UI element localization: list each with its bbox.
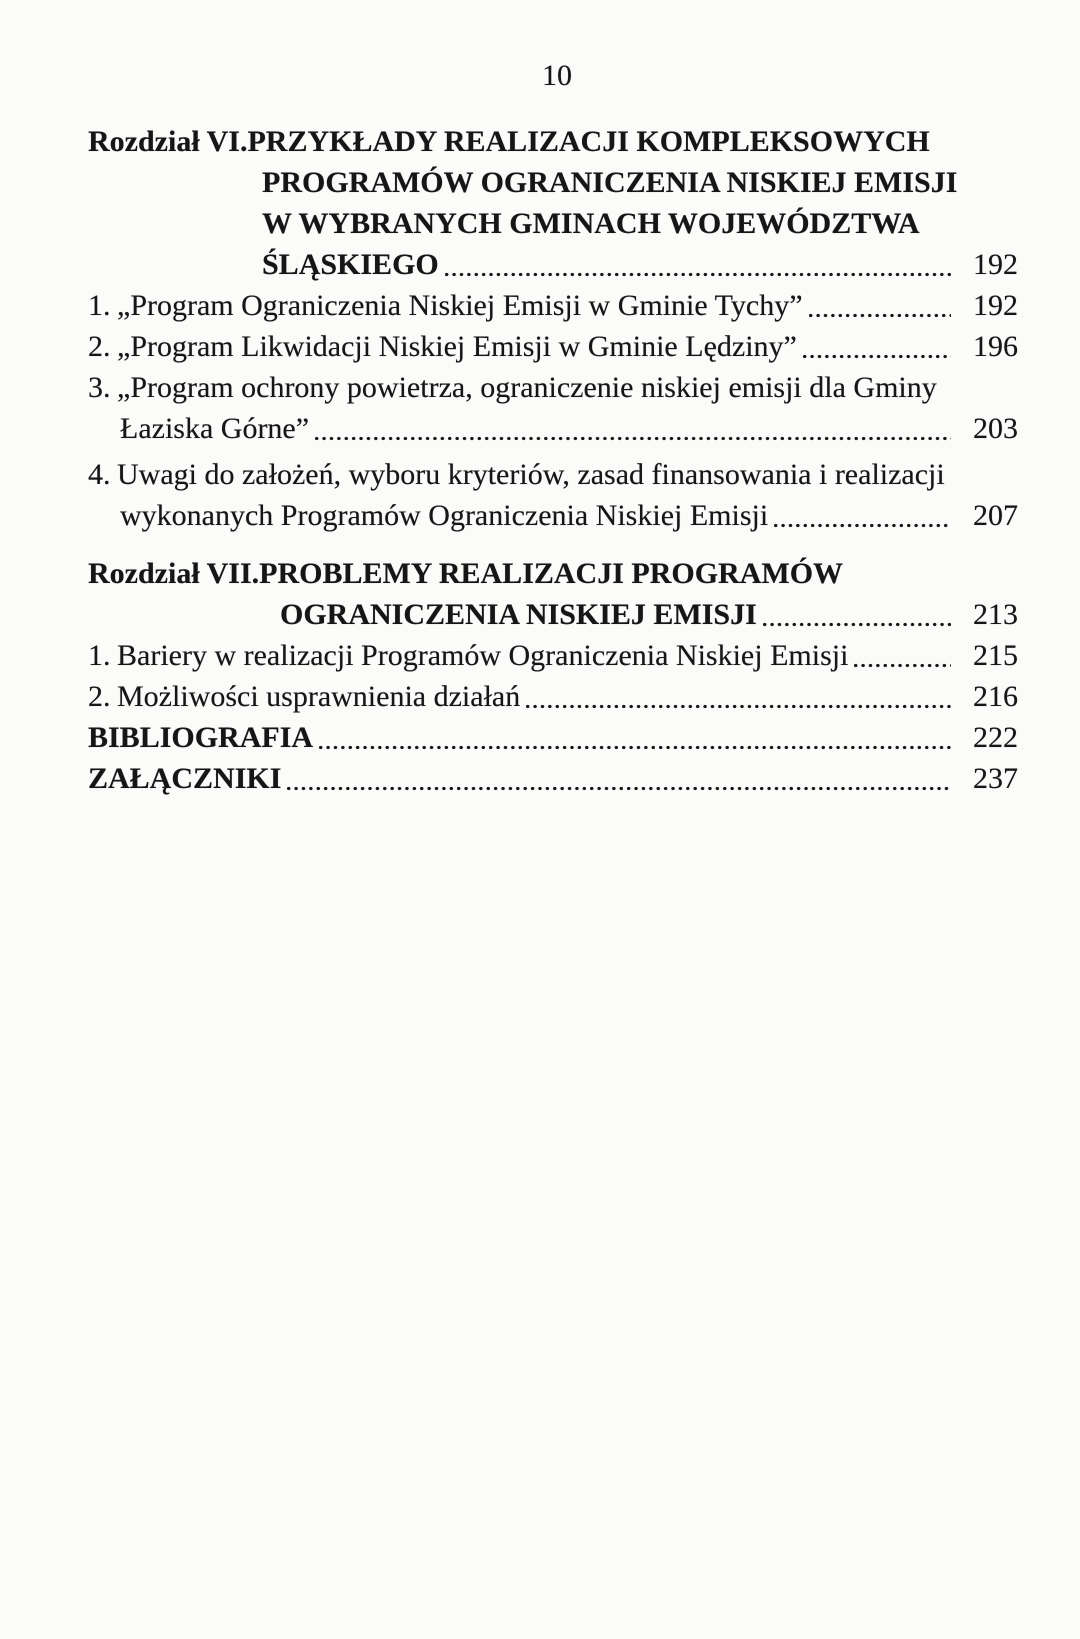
toc-entry-section — [88, 758, 1018, 799]
page-number: 203 — [973, 412, 1018, 445]
leader-dots — [761, 594, 951, 635]
entry-prefix: 2. — [88, 330, 111, 363]
entry-title-text: ŚLĄSKIEGO — [262, 248, 439, 281]
toc-entry-item — [88, 285, 1018, 326]
leader-dots — [285, 758, 951, 799]
toc-line — [88, 408, 1018, 449]
entry-title-text: „Program Ograniczenia Niskiej Emisji w Gminie Tychy” — [117, 289, 803, 322]
leader-dots — [772, 495, 951, 536]
entry-title-text: Łaziska Górne” — [120, 412, 310, 445]
toc-line — [88, 367, 1018, 408]
entry-title-text: W WYBRANYCH GMINACH WOJEWÓDZTWA — [262, 207, 920, 240]
toc-entry-item — [88, 635, 1018, 676]
toc-line — [88, 454, 1018, 495]
entry-prefix: Rozdział VII. — [88, 557, 260, 590]
page-number: 222 — [973, 721, 1018, 754]
toc-line — [88, 121, 1018, 162]
page-number: 216 — [973, 680, 1018, 713]
toc-entry-item — [88, 326, 1018, 367]
toc-line — [88, 717, 1018, 758]
toc-entry-chapter — [88, 553, 1018, 635]
page-number: 192 — [973, 248, 1018, 281]
entry-prefix: 1. — [88, 289, 111, 322]
toc-entry-chapter — [88, 121, 1018, 285]
entry-title-text: BIBLIOGRAFIA — [88, 721, 314, 754]
toc-entry-item — [88, 367, 1018, 449]
toc-line — [88, 758, 1018, 799]
toc-line — [88, 244, 1018, 285]
toc-entry-item — [88, 676, 1018, 717]
toc-line — [88, 162, 1018, 203]
leader-dots — [852, 635, 951, 676]
toc-line — [88, 285, 1018, 326]
entry-title-text: Możliwości usprawnienia działań — [117, 680, 521, 713]
entry-prefix: 3. — [88, 371, 111, 404]
leader-dots — [801, 326, 951, 367]
leader-dots — [807, 285, 951, 326]
entry-title-text: „Program Likwidacji Niskiej Emisji w Gminie Lędziny” — [117, 330, 797, 363]
page-number: 213 — [973, 598, 1018, 631]
entry-title-text: wykonanych Programów Ograniczenia Niskiej Emisji — [120, 499, 769, 532]
entry-title-text: PRZYKŁADY REALIZACJI KOMPLEKSOWYCH — [247, 125, 930, 158]
page-number-header: 10 — [542, 59, 572, 92]
entry-title-text: Bariery w realizacji Programów Ograniczenia Niskiej Emisji — [117, 639, 849, 672]
toc-line — [88, 326, 1018, 367]
leader-dots — [317, 717, 951, 758]
entry-title-text: PROGRAMÓW OGRANICZENIA NISKIEJ EMISJI — [262, 166, 958, 199]
entry-title-text: Uwagi do założeń, wyboru kryteriów, zasad finansowania i realizacji — [117, 458, 945, 491]
table-of-contents — [88, 121, 1018, 799]
entry-title-text: OGRANICZENIA NISKIEJ EMISJI — [280, 598, 757, 631]
entry-title-text: ZAŁĄCZNIKI — [88, 762, 282, 795]
toc-entry-item — [88, 454, 1018, 536]
entry-prefix: 1. — [88, 639, 111, 672]
toc-line — [88, 203, 1018, 244]
entry-prefix: Rozdział VI. — [88, 125, 248, 158]
entry-title-text: PROBLEMY REALIZACJI PROGRAMÓW — [259, 557, 844, 590]
toc-line — [88, 676, 1018, 717]
entry-prefix: 2. — [88, 680, 111, 713]
toc-line — [88, 495, 1018, 536]
leader-dots — [443, 244, 951, 285]
leader-dots — [524, 676, 951, 717]
entry-title-text: „Program ochrony powietrza, ograniczenie niskiej emisji dla Gminy — [117, 371, 937, 404]
toc-line — [88, 635, 1018, 676]
toc-entry-section — [88, 717, 1018, 758]
page-number: 196 — [973, 330, 1018, 363]
page-number: 207 — [973, 499, 1018, 532]
page-number: 237 — [973, 762, 1018, 795]
page-number: 192 — [973, 289, 1018, 322]
page-number: 215 — [973, 639, 1018, 672]
leader-dots — [313, 408, 951, 449]
toc-line — [88, 594, 1018, 635]
entry-prefix: 4. — [88, 458, 111, 491]
toc-line — [88, 553, 1018, 594]
